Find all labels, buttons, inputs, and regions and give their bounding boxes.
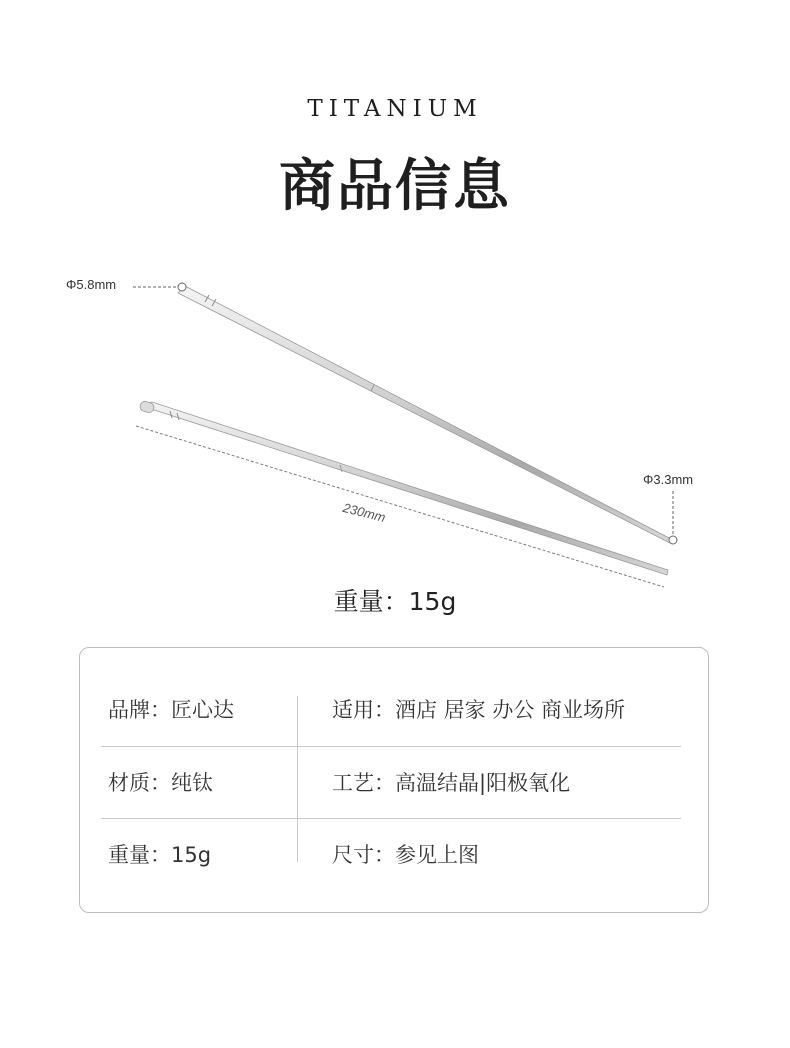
chopstick-lower <box>139 400 668 575</box>
spec-process: 工艺：高温结晶|阳极氧化 <box>332 771 571 795</box>
weight-caption: 重量：15g <box>333 587 457 616</box>
tip-diameter-marker <box>669 491 677 544</box>
spec-material: 材质：纯钛 <box>108 771 213 795</box>
chopsticks-illustration <box>0 260 790 600</box>
spec-size: 尺寸：参见上图 <box>332 843 479 867</box>
length-dimension-line <box>136 426 664 587</box>
spec-usage: 适用：酒店 居家 办公 商业场所 <box>332 698 626 722</box>
chopstick-upper <box>178 286 673 543</box>
page-title: 商品信息 <box>279 154 511 219</box>
spec-brand: 品牌：匠心达 <box>108 698 234 722</box>
head-diameter-label: Φ5.8mm <box>66 277 117 292</box>
brand-eyebrow: TITANIUM <box>307 96 483 122</box>
spec-weight: 重量：15g <box>108 843 212 867</box>
head-diameter-marker <box>133 283 186 291</box>
table-row <box>101 746 681 819</box>
length-label: 230mm <box>341 500 388 526</box>
table-row <box>101 818 681 891</box>
table-row <box>101 674 681 746</box>
column-divider <box>297 696 298 862</box>
spec-table <box>79 647 709 913</box>
tip-diameter-label: Φ3.3mm <box>643 472 694 487</box>
